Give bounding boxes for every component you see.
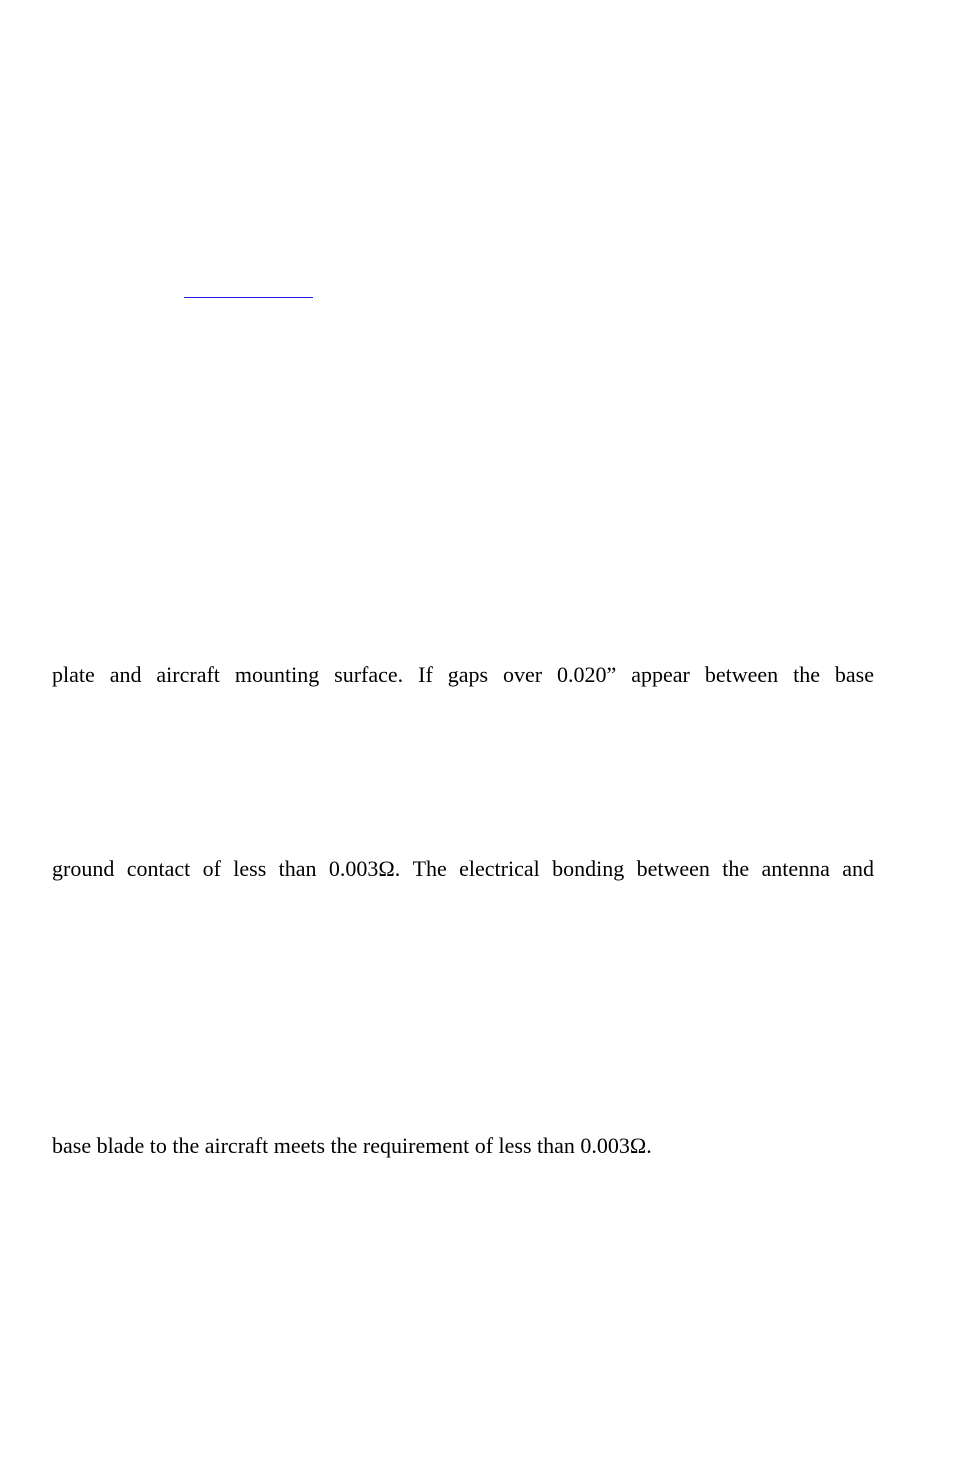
hyperlink-underline[interactable] — [184, 297, 313, 298]
body-text-line-1: plate and aircraft mounting surface. If gaps over 0.020” appear between the base — [52, 662, 874, 687]
body-text-line-2: ground contact of less than 0.003Ω. The electrical bonding between the antenna and — [52, 856, 874, 881]
body-text-line-3: base blade to the aircraft meets the requirement of less than 0.003Ω. — [52, 1133, 652, 1158]
